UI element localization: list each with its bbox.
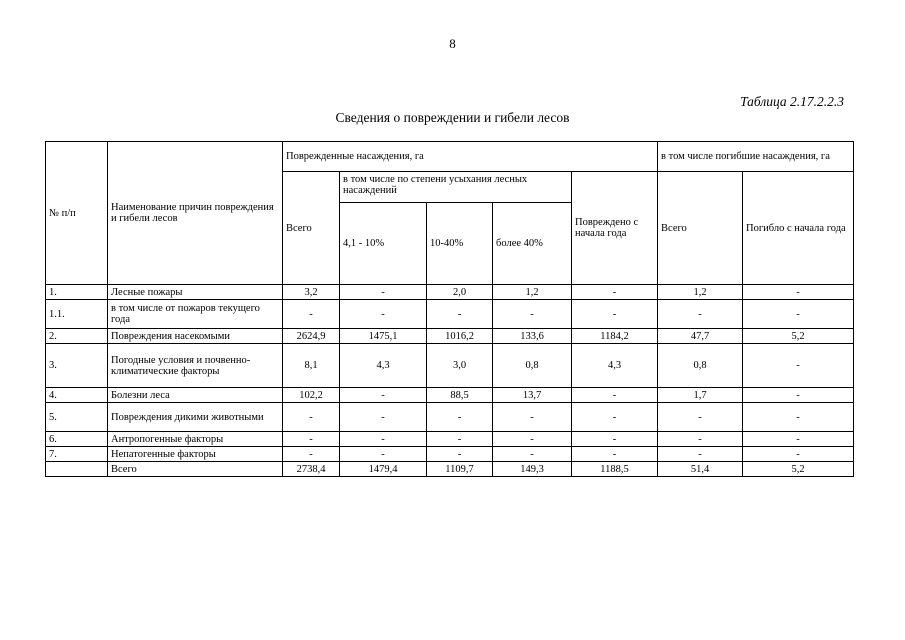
table-row: [46, 388, 854, 403]
cell-since-start: -: [572, 285, 658, 300]
cell-total: -: [283, 432, 340, 447]
row-name: Погодные условия и почвенно-климатические факторы: [108, 344, 283, 388]
table-row: [46, 285, 854, 300]
cell-degree-3: -: [493, 432, 572, 447]
cell-degree-2: -: [427, 300, 493, 329]
row-name: Повреждения дикими животными: [108, 403, 283, 432]
header-degree-1: 4,1 - 10%: [340, 203, 427, 285]
cell-degree-1: 1479,4: [340, 462, 427, 477]
cell-degree-3: -: [493, 300, 572, 329]
cell-degree-1: -: [340, 300, 427, 329]
cell-degree-3: -: [493, 403, 572, 432]
cell-dead-since: 5,2: [743, 329, 854, 344]
cell-since-start: -: [572, 388, 658, 403]
cell-total: 2738,4: [283, 462, 340, 477]
row-name: Болезни леса: [108, 388, 283, 403]
table-title: Сведения о повреждении и гибели лесов: [335, 110, 570, 125]
cell-dead-total: -: [658, 447, 743, 462]
header-degree-2: 10-40%: [427, 203, 493, 285]
cell-degree-1: -: [340, 447, 427, 462]
header-degree-3: более 40%: [493, 203, 572, 285]
cell-dead-total: 0,8: [658, 344, 743, 388]
header-degree: в том числе по степени усыхания лесных насаждений: [340, 172, 572, 203]
row-num: 6.: [46, 432, 108, 447]
header-dead-group: в том числе погибшие насаждения, га: [658, 142, 854, 172]
table-row: [46, 447, 854, 462]
cell-degree-2: 3,0: [427, 344, 493, 388]
page-number: 8: [449, 36, 456, 51]
cell-degree-1: -: [340, 432, 427, 447]
row-num: 2.: [46, 329, 108, 344]
cell-degree-3: 1,2: [493, 285, 572, 300]
cell-degree-1: 4,3: [340, 344, 427, 388]
row-name: в том числе от пожаров текущего года: [108, 300, 283, 329]
header-dead-total: Всего: [658, 172, 743, 285]
row-num: 1.: [46, 285, 108, 300]
cell-degree-1: -: [340, 403, 427, 432]
cell-since-start: 1184,2: [572, 329, 658, 344]
cell-degree-2: 1109,7: [427, 462, 493, 477]
row-name: Всего: [108, 462, 283, 477]
header-damaged: Поврежденные насаждения, га: [283, 142, 658, 172]
table-row: [46, 300, 854, 329]
damage-table: [45, 141, 854, 477]
cell-degree-3: 0,8: [493, 344, 572, 388]
table-row: [46, 329, 854, 344]
row-num: [46, 462, 108, 477]
row-num: 5.: [46, 403, 108, 432]
cell-since-start: 4,3: [572, 344, 658, 388]
cell-since-start: -: [572, 300, 658, 329]
table-row: [46, 403, 854, 432]
cell-total: 8,1: [283, 344, 340, 388]
header-name: Наименование причин повреждения и гибели лесов: [108, 142, 283, 285]
table-row: [46, 462, 854, 477]
cell-degree-2: -: [427, 403, 493, 432]
cell-since-start: -: [572, 447, 658, 462]
cell-degree-2: -: [427, 447, 493, 462]
cell-total: 3,2: [283, 285, 340, 300]
cell-dead-since: -: [743, 300, 854, 329]
cell-dead-total: 47,7: [658, 329, 743, 344]
cell-total: -: [283, 403, 340, 432]
cell-since-start: -: [572, 403, 658, 432]
cell-since-start: -: [572, 432, 658, 447]
cell-dead-total: 1,2: [658, 285, 743, 300]
cell-dead-since: -: [743, 403, 854, 432]
table-row: [46, 432, 854, 447]
row-num: 4.: [46, 388, 108, 403]
cell-total: 102,2: [283, 388, 340, 403]
cell-dead-total: -: [658, 432, 743, 447]
cell-degree-2: 1016,2: [427, 329, 493, 344]
cell-degree-3: 149,3: [493, 462, 572, 477]
cell-dead-since: -: [743, 388, 854, 403]
cell-total: -: [283, 447, 340, 462]
cell-degree-1: -: [340, 388, 427, 403]
row-name: Антропогенные факторы: [108, 432, 283, 447]
header-dead-since: Погибло с начала года: [743, 172, 854, 285]
table-row: [46, 344, 854, 388]
cell-degree-2: 2,0: [427, 285, 493, 300]
cell-degree-3: -: [493, 447, 572, 462]
cell-dead-total: 51,4: [658, 462, 743, 477]
cell-dead-since: 5,2: [743, 462, 854, 477]
cell-dead-total: 1,7: [658, 388, 743, 403]
cell-dead-since: -: [743, 432, 854, 447]
row-name: Повреждения насекомыми: [108, 329, 283, 344]
cell-degree-3: 13,7: [493, 388, 572, 403]
cell-dead-since: -: [743, 447, 854, 462]
cell-degree-2: -: [427, 432, 493, 447]
cell-degree-2: 88,5: [427, 388, 493, 403]
row-name: Лесные пожары: [108, 285, 283, 300]
cell-total: 2624,9: [283, 329, 340, 344]
cell-degree-1: 1475,1: [340, 329, 427, 344]
row-num: 7.: [46, 447, 108, 462]
header-since-start: Повреждено с начала года: [572, 172, 658, 285]
row-name: Непатогенные факторы: [108, 447, 283, 462]
row-num: 1.1.: [46, 300, 108, 329]
cell-dead-since: -: [743, 344, 854, 388]
cell-since-start: 1188,5: [572, 462, 658, 477]
cell-dead-total: -: [658, 300, 743, 329]
header-total: Всего: [283, 172, 340, 285]
header-num: № п/п: [46, 142, 108, 285]
cell-degree-1: -: [340, 285, 427, 300]
cell-degree-3: 133,6: [493, 329, 572, 344]
cell-dead-total: -: [658, 403, 743, 432]
cell-total: -: [283, 300, 340, 329]
row-num: 3.: [46, 344, 108, 388]
cell-dead-since: -: [743, 285, 854, 300]
table-label: Таблица 2.17.2.2.3: [740, 94, 844, 109]
